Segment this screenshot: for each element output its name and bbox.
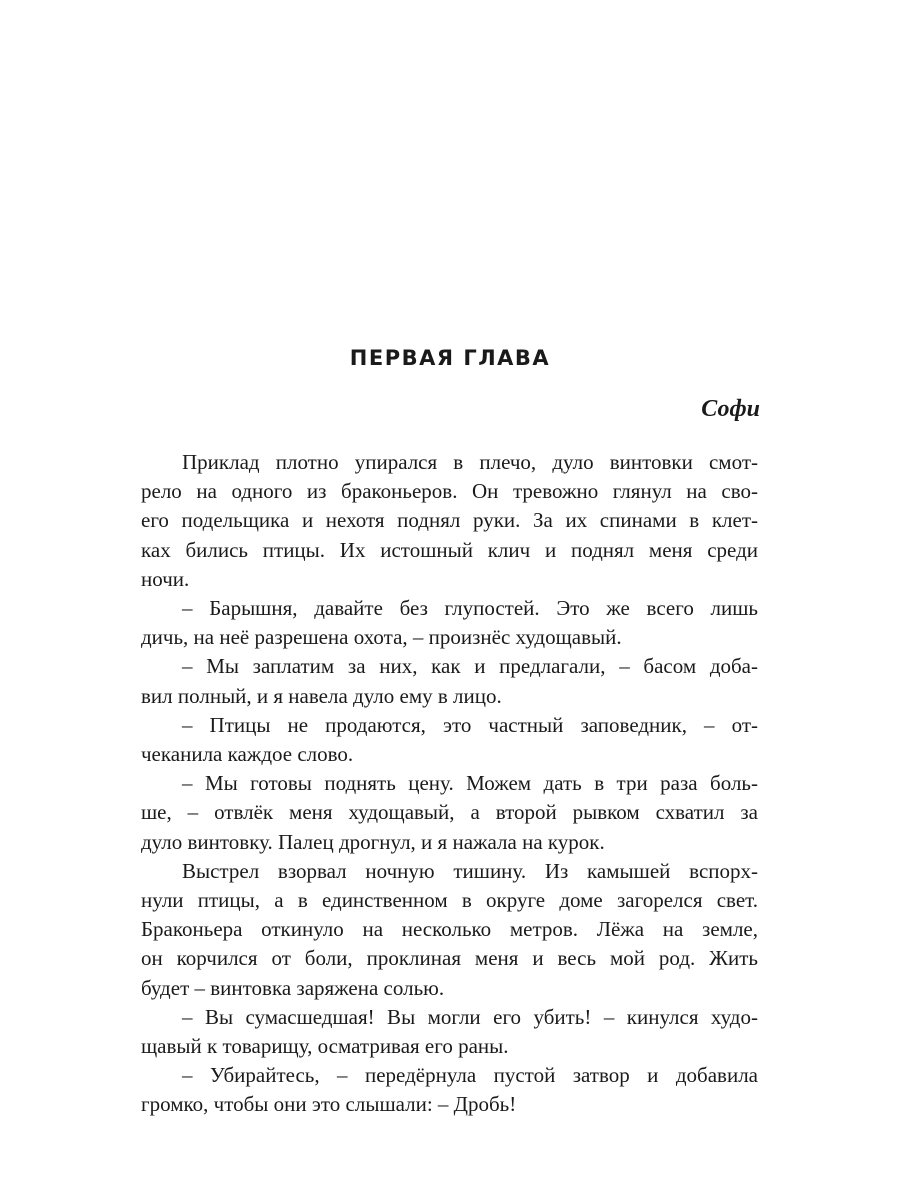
text-line: нули птицы, а в единственном в округе доме загорелся свет.: [141, 888, 758, 913]
paragraph: [141, 769, 758, 857]
text-line: ках бились птицы. Их истошный клич и поднял меня среди: [141, 537, 758, 562]
text-line: дичь, на неё разрешена охота, – произнёс худощавый.: [141, 625, 622, 650]
text-line: Выстрел взорвал ночную тишину. Из камышей вспорх-: [182, 858, 758, 883]
paragraph: [141, 1003, 758, 1061]
text-line: Браконьера откинуло на несколько метров. Лёжа на земле,: [141, 917, 758, 942]
paragraph: [141, 594, 758, 652]
text-line: чеканила каждое слово.: [141, 742, 354, 767]
text-line: громко, чтобы они это слышали: – Дробь!: [141, 1092, 517, 1117]
paragraph: [141, 448, 758, 594]
text-line: он корчился от боли, проклиная меня и весь мой род. Жить: [141, 946, 758, 971]
paragraph: [141, 1061, 758, 1119]
narrator-heading: Софи: [701, 396, 760, 422]
chapter-title: ПЕРВАЯ ГЛАВА: [349, 346, 551, 370]
paragraph: [141, 652, 758, 710]
text-line: – Птицы не продаются, это частный заповедник, – от-: [182, 712, 758, 737]
text-line: щавый к товарищу, осматривая его раны.: [141, 1034, 509, 1059]
paragraph: [141, 711, 758, 769]
text-line: – Мы заплатим за них, как и предлагали, – басом доба-: [182, 654, 758, 679]
text-line: его подельщика и нехотя поднял руки. За их спинами в клет-: [141, 508, 758, 533]
text-line: – Убирайтесь, – передёрнула пустой затвор и добавила: [182, 1063, 758, 1088]
text-line: – Мы готовы поднять цену. Можем дать в три раза боль-: [182, 771, 758, 796]
paragraph: [141, 857, 758, 1003]
text-line: Приклад плотно упирался в плечо, дуло винтовки смот-: [182, 450, 758, 474]
text-line: – Вы сумасшедшая! Вы могли его убить! – кинулся худо-: [182, 1004, 758, 1029]
chapter-text: [141, 448, 758, 1120]
text-line: вил полный, и я навела дуло ему в лицо.: [141, 683, 502, 708]
text-line: ночи.: [141, 566, 190, 591]
text-line: дуло винтовку. Палец дрогнул, и я нажала на курок.: [141, 829, 605, 854]
text-line: – Барышня, давайте без глупостей. Это же всего лишь: [182, 596, 758, 621]
text-line: будет – винтовка заряжена солью.: [141, 975, 445, 1000]
text-line: ше, – отвлёк меня худощавый, а второй рывком схватил за: [141, 800, 758, 825]
text-line: рело на одного из браконьеров. Он тревожно глянул на сво-: [141, 479, 758, 504]
